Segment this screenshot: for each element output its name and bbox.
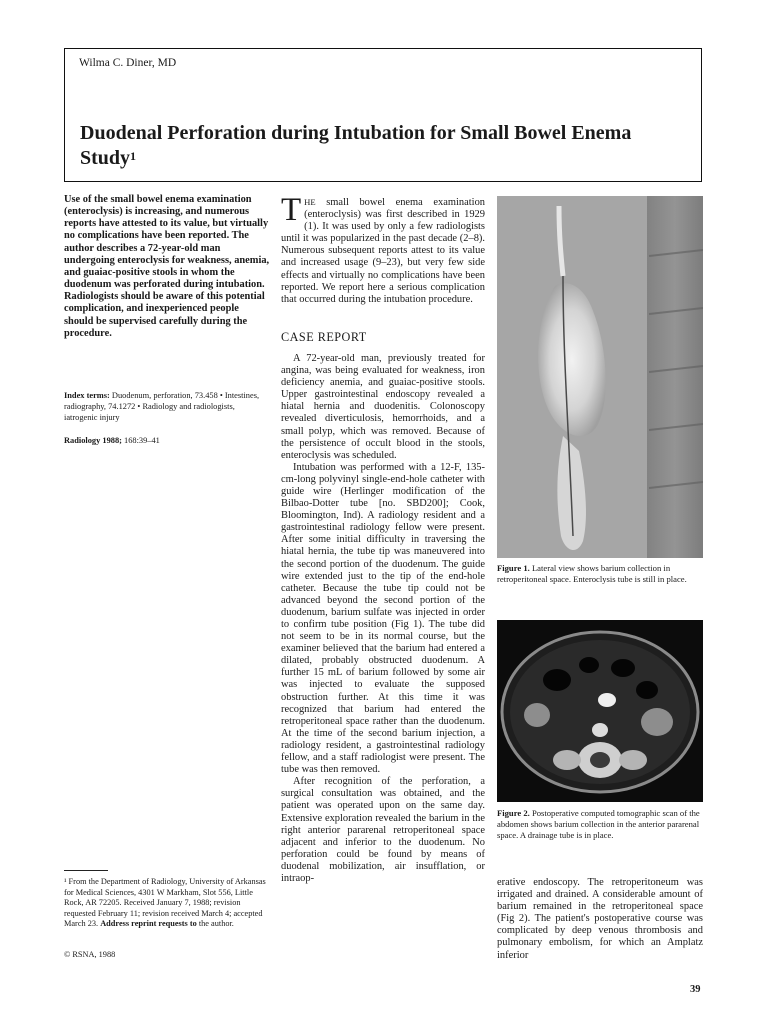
index-terms bbox=[64, 390, 270, 423]
abstract: Use of the small bowel enema examination (enteroclysis) is increasing, and numerous reports have attested to its value, but virtually no complications have been reported. The author describes a 72-year-old man undergoing enteroclysis for weakness, anemia, and guaiac-positive stools in whom the duodenum was perforated during intubation. Radiologists should be aware of this potential complication, and inexperienced people should be supervised carefully during the procedure. bbox=[64, 194, 270, 339]
dropcap: T bbox=[281, 192, 302, 228]
article-title bbox=[80, 121, 690, 171]
section-heading: CASE REPORT bbox=[281, 329, 367, 344]
ct-scan-image bbox=[497, 620, 703, 802]
figure-1-label: Figure 1. bbox=[497, 563, 530, 573]
intro-smallcaps: HE bbox=[304, 197, 316, 207]
figure-2-label: Figure 2. bbox=[497, 808, 530, 818]
continuation-paragraph: erative endoscopy. The retroperitoneum was irrigated and drained. A considerable amount of barium remained in the retroperitoneal space (Fig 2). The patient's postoperative course was complicated by deep venous thrombosis and pulmonary embolism, for which an Amplatz inferior bbox=[497, 877, 703, 961]
case-paragraph-3: After recognition of the perforation, a surgical consultation was obtained, and the patient was operated upon on the same day. Extensive exploration revealed the barium in the right anterior pararenal retroperitoneal space adjacent and inferior to the duodenum. No perforation could be found by means of duodenal mobilization, air insufflation, or intraop- bbox=[281, 776, 485, 884]
body-column-right bbox=[497, 877, 703, 962]
case-paragraph-1: A 72-year-old man, previously treated for angina, was being evaluated for weakness, iron deficiency anemia, and guaiac-positive stools. Upper gastrointestinal endoscopy revealed a hiatal hernia and duodenitis. Colonoscopy revealed diverticulosis, hemorrhoids, and a small polyp, which was removed. Because of the persistence of occult blood in the stools, enteroclysis was scheduled. bbox=[281, 352, 485, 461]
citation bbox=[64, 435, 270, 446]
index-terms-label: Index terms: bbox=[64, 391, 110, 400]
footnote-tail: the author. bbox=[198, 919, 234, 928]
index-terms-text: Duodenum, perforation, 73.458 • Intestines, radiography, 74.1272 • Radiology and radiologists, iatrogenic injury bbox=[64, 391, 260, 422]
intro-paragraph bbox=[281, 192, 486, 306]
intro-text: small bowel enema examination (enteroclysis) was first described in 1929 (1). It was used by only a few radiologists until it was popularized in the past decade (2–8). Numerous subsequent reports attest to its value and increased usage (9–23), but very few side effects and virtually no complications have been reported. We report here a serious complication that occurred during the intubation procedure. bbox=[281, 197, 486, 305]
figure-1-caption-text: Lateral view shows barium collection in retroperitoneal space. Enteroclysis tube is still in place. bbox=[497, 563, 687, 584]
radiograph-image bbox=[497, 196, 703, 558]
citation-text: 168:39–41 bbox=[124, 436, 160, 445]
copyright: © RSNA, 1988 bbox=[64, 950, 116, 959]
figure-1-radiograph bbox=[497, 196, 703, 558]
footnote-rule bbox=[64, 870, 108, 871]
footnote-text: ¹ From the Department of Radiology, University of Arkansas for Medical Sciences, 4301 W Markham, Slot 556, Little Rock, AR 72205. Received January 7, 1988; revision requested February 11; revision received March 4; accepted March 23. bbox=[64, 877, 266, 928]
title-footnote-mark: 1 bbox=[130, 149, 137, 163]
figure-2-caption bbox=[497, 808, 703, 841]
footnote bbox=[64, 877, 272, 930]
author-name: Wilma C. Diner, MD bbox=[79, 57, 177, 69]
case-paragraph-2: Intubation was performed with a 12-F, 135-cm-long polyvinyl single-end-hole catheter with guide wire (Herlinger modification of the Bilbao-Dotter tube [no. SBD200]; Cook, Bloomington, Ind). A radiology resident and a gastrointestinal radiology fellow were present. After some initial difficulty in traversing the hiatal hernia, the tube tip was maneuvered into the second portion of the duodenum. The guide wire extended just to the tip of the end-hole catheter. Because the tube tip could not be advanced beyond the second portion of the duodenum, barium sulfate was injected in order to confirm tube position (Fig 1). The tube did not seem to be in its normal course, but the examiner believed that the barium had entered a dilated, probably obstructed duodenum. A further 15 mL of barium followed by some air was injected to evaluate the supposed obstruction further. At this time it was recognized that barium had entered the retroperitoneal space rather than the duodenum. At the time of the second barium injection, a radiology resident, a gastrointestinal radiology fellow, and a staff radiologist were present. The tube was then removed. bbox=[281, 461, 485, 776]
article-title-text: Duodenal Perforation during Intubation for Small Bowel Enema Study bbox=[80, 122, 632, 169]
page-number: 39 bbox=[690, 984, 701, 995]
article-header bbox=[64, 48, 702, 182]
figure-1-caption bbox=[497, 563, 703, 585]
citation-label: Radiology 1988; bbox=[64, 436, 122, 445]
figure-2-ct-scan bbox=[497, 620, 703, 802]
figure-2-caption-text: Postoperative computed tomographic scan of the abdomen shows barium collection in the anterior pararenal space. A drainage tube is in place. bbox=[497, 808, 700, 840]
body-column-middle bbox=[281, 192, 486, 885]
footnote-bold: Address reprint requests to bbox=[100, 919, 197, 928]
